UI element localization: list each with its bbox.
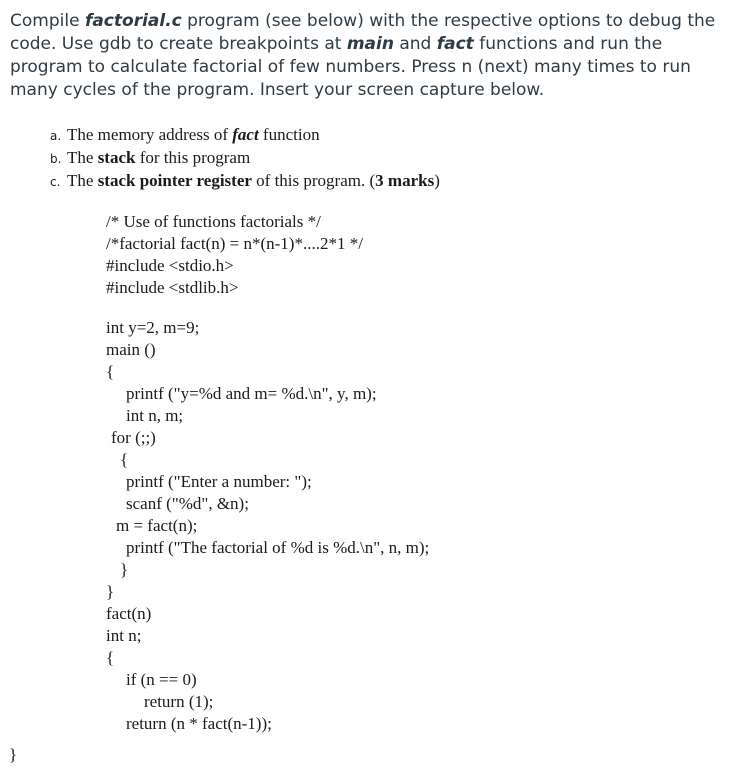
code-line: scanf ("%d", &n); (126, 494, 249, 513)
code-line: } (106, 582, 115, 601)
code-line: m = fact(n); (116, 516, 198, 535)
task-text: The (67, 171, 98, 190)
code-line: #include <stdio.h> (106, 256, 234, 275)
list-marker: c. (50, 175, 61, 189)
code-line: /*factorial fact(n) = n*(n-1)*....2*1 */ (106, 234, 363, 253)
task-keyword: stack (97, 148, 136, 167)
filename: factorial.c (84, 11, 182, 31)
code-line: printf ("The factorial of %d is %d.\n", n, m); (126, 538, 430, 557)
code-line: /* Use of functions factorials */ (106, 212, 321, 231)
code-line: main () (106, 340, 156, 359)
code-line: int n, m; (126, 406, 184, 425)
code-line: return (n * fact(n-1)); (126, 714, 272, 733)
code-line: { (106, 648, 115, 667)
code-line: } (9, 745, 18, 764)
task-text: function (258, 125, 320, 144)
task-text: The (67, 148, 98, 167)
task-text: The memory address of (67, 125, 233, 144)
code-line: for (;;) (111, 428, 156, 447)
task-text: of this program. ( (251, 171, 376, 190)
marks-label: 3 marks (375, 171, 435, 190)
task-keyword: fact (232, 125, 259, 144)
code-line: } (120, 560, 129, 579)
intro-text: functions and run the program to calculate factorial of few numbers. Press n (next) many times to run many cycles of the program. Insert your screen capture below. (10, 34, 691, 100)
intro-text: Compile (10, 11, 85, 31)
list-marker: a. (50, 129, 62, 143)
fact-function-name: fact (436, 34, 474, 54)
code-line: int n; (106, 626, 142, 645)
list-marker: b. (50, 152, 62, 166)
code-line: { (120, 450, 129, 469)
task-keyword: stack pointer register (97, 171, 252, 190)
task-text: for this program (135, 148, 251, 167)
intro-text: program (see below) with the respective options to debug the code. Use gdb to create breakpoints at (10, 11, 716, 54)
code-line: printf ("Enter a number: "); (126, 472, 312, 491)
intro-text: and (393, 34, 437, 54)
code-line: if (n == 0) (126, 670, 197, 689)
code-line: printf ("y=%d and m= %d.\n", y, m); (126, 384, 377, 403)
code-line: #include <stdlib.h> (106, 278, 239, 297)
task-text: ) (434, 171, 440, 190)
code-line: int y=2, m=9; (106, 318, 200, 337)
code-line: fact(n) (106, 604, 152, 623)
code-line: { (106, 362, 115, 381)
code-line: return (1); (144, 692, 214, 711)
main-function-name: main (346, 34, 394, 54)
